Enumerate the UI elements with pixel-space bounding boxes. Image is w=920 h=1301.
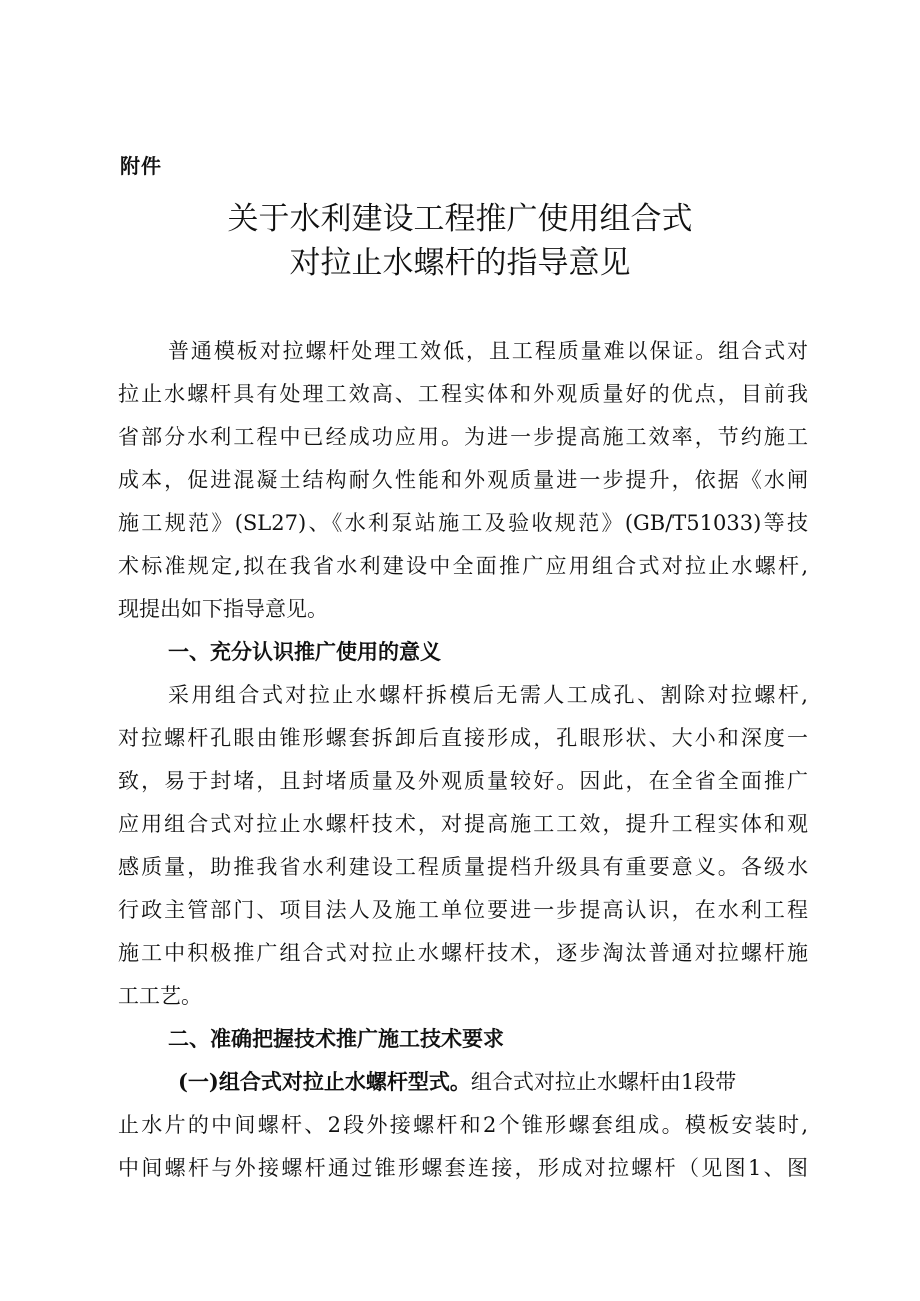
intro-line: 普通模板对拉螺杆处理工效低，且工程质量难以保证。组合式对 [168, 339, 808, 363]
section-1-line: 对拉螺杆孔眼由锥形螺套拆卸后直接形成，孔眼形状、大小和深度一 [118, 726, 808, 750]
document-title-line-2: 对拉止水螺杆的指导意见 [289, 245, 631, 281]
section-2-subsection-line [178, 1068, 736, 1096]
attachment-label: 附件 [120, 154, 162, 178]
intro-line: 现提出如下指导意见。 [118, 597, 328, 621]
intro-line: 术标准规定,拟在我省水利建设中全面推广应用组合式对拉止水螺杆, [118, 554, 808, 578]
section-1-line: 行政主管部门、项目法人及施工单位要进一步提高认识，在水利工程 [118, 898, 808, 922]
intro-line: 成本，促进混凝土结构耐久性能和外观质量进一步提升，依据《水闸 [118, 468, 808, 492]
section-2-line: 止水片的中间螺杆、2段外接螺杆和2个锥形螺套组成。模板安装时, [118, 1113, 808, 1137]
section-1-line: 工工艺。 [118, 984, 202, 1008]
section-2-heading: 二、准确把握技术推广施工技术要求 [168, 1026, 504, 1051]
section-1-line: 致，易于封堵，且封堵质量及外观质量较好。因此，在全省全面推广 [118, 769, 808, 793]
subsection-1-text: 组合式对拉止水螺杆由1段带 [470, 1070, 737, 1094]
intro-line: 施工规范》(SL27)、《水利泵站施工及验收规范》(GB/T51033)等技 [118, 511, 808, 535]
section-1-line: 施工中积极推广组合式对拉止水螺杆技术，逐步淘汰普通对拉螺杆施 [118, 941, 808, 965]
section-1-line: 应用组合式对拉止水螺杆技术，对提高施工工效，提升工程实体和观 [118, 812, 808, 836]
subsection-1-heading: (一)组合式对拉止水螺杆型式。 [178, 1069, 471, 1094]
section-1-line: 采用组合式对拉止水螺杆拆模后无需人工成孔、割除对拉螺杆, [168, 683, 808, 707]
intro-line: 省部分水利工程中已经成功应用。为进一步提高施工效率，节约施工 [118, 425, 808, 449]
section-1-heading: 一、充分认识推广使用的意义 [168, 639, 441, 664]
document-title-line-1: 关于水利建设工程推广使用组合式 [227, 201, 693, 237]
intro-line: 拉止水螺杆具有处理工效高、工程实体和外观质量好的优点，目前我 [118, 382, 808, 406]
section-2-line: 中间螺杆与外接螺杆通过锥形螺套连接，形成对拉螺杆（见图1、图 [118, 1156, 808, 1180]
section-1-line: 感质量，助推我省水利建设工程质量提档升级具有重要意义。各级水 [118, 855, 808, 879]
